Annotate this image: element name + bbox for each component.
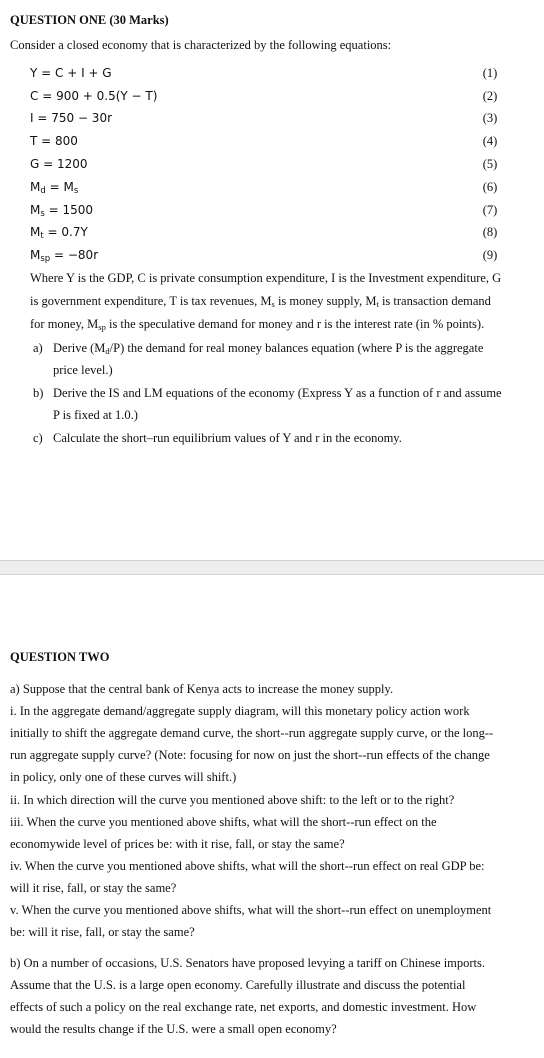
equation-6-sub-d: d	[40, 186, 46, 196]
q2-line: will it rise, fall, or stay the same?	[10, 881, 177, 895]
equation-3: I = 750 − 30r	[30, 111, 113, 125]
item-b-label: b)	[33, 386, 44, 400]
question-one-intro: Consider a closed economy that is characterized by the following equations:	[10, 38, 392, 52]
definitions-line-3-sub-sp: sp	[98, 322, 106, 332]
equation-9-rest: = −80r	[50, 248, 99, 262]
equation-number-7: (7)	[482, 203, 498, 217]
definitions-line-3-b: is the speculative demand for money and r is the interest rate (in % points).	[105, 317, 485, 331]
q2-line: effects of such a policy on the real exchange rate, net exports, and domestic investment. How	[10, 1000, 477, 1014]
equation-number-3: (3)	[482, 111, 498, 125]
equation-7-sub: s	[40, 209, 45, 219]
equation-number-6: (6)	[482, 180, 498, 194]
item-a-line-1	[53, 341, 483, 356]
equation-9-sub: sp	[40, 254, 51, 264]
equation-1: Y = C + I + G	[30, 66, 112, 80]
q2-line: iv. When the curve you mentioned above shifts, what will the short--run effect on real GDP be:	[10, 859, 485, 873]
q2-line: a) Suppose that the central bank of Kenya acts to increase the money supply.	[10, 682, 394, 696]
equation-2: C = 900 + 0.5(Y − T)	[30, 89, 158, 103]
equation-9	[30, 248, 98, 262]
question-one-title: QUESTION ONE (30 Marks)	[10, 13, 169, 27]
definitions-line-2-b: is money supply, M	[274, 294, 377, 308]
equation-6	[30, 180, 78, 194]
q2-line: Assume that the U.S. is a large open economy. Carefully illustrate and discuss the potential	[10, 978, 466, 992]
definitions-line-2-sub-t: t	[376, 299, 379, 309]
item-c-line-1: Calculate the short–run equilibrium values of Y and r in the economy.	[53, 431, 402, 445]
q2-line: b) On a number of occasions, U.S. Senators have proposed levying a tariff on Chinese imports.	[10, 956, 486, 970]
item-a-label: a)	[33, 341, 43, 355]
question-two-title: QUESTION TWO	[10, 650, 110, 664]
equation-number-9: (9)	[482, 248, 498, 262]
equation-9-main: M	[30, 248, 41, 262]
equation-number-4: (4)	[482, 134, 498, 148]
item-a-line-2: price level.)	[53, 363, 113, 377]
equation-number-5: (5)	[482, 157, 498, 171]
item-a-sub-d: d	[105, 346, 110, 356]
definitions-line-2	[30, 294, 491, 309]
equation-7	[30, 203, 93, 217]
item-b-line-2: P is fixed at 1.0.)	[53, 408, 138, 422]
q2-line: i. In the aggregate demand/aggregate supply diagram, will this monetary policy action work	[10, 704, 470, 718]
item-c-label: c)	[33, 431, 43, 445]
equation-6-main: M	[30, 180, 41, 194]
equation-8-rest: = 0.7Y	[43, 225, 88, 239]
definitions-line-2-a: is government expenditure, T is tax revenues, M	[30, 294, 272, 308]
equation-5: G = 1200	[30, 157, 88, 171]
definitions-line-3	[30, 317, 484, 332]
equation-8	[30, 225, 88, 239]
q2-line: iii. When the curve you mentioned above shifts, what will the short--run effect on the	[10, 815, 437, 829]
q2-line: would the results change if the U.S. were a small open economy?	[10, 1022, 337, 1036]
definitions-line-2-c: is transaction demand	[378, 294, 491, 308]
q2-line: ii. In which direction will the curve you mentioned above shift: to the left or to the right?	[10, 793, 455, 807]
q2-line: initially to shift the aggregate demand curve, the short--run aggregate supply curve, or the long--	[10, 726, 494, 740]
equation-8-main: M	[30, 225, 41, 239]
equation-8-sub: t	[40, 231, 44, 241]
definitions-line-2-sub-s: s	[271, 299, 275, 309]
item-b-line-1: Derive the IS and LM equations of the economy (Express Y as a function of r and assume	[53, 386, 502, 400]
equation-4: T = 800	[30, 134, 78, 148]
equation-7-main: M	[30, 203, 41, 217]
definitions-line-1: Where Y is the GDP, C is private consumption expenditure, I is the Investment expenditure, G	[30, 271, 502, 285]
q2-line: be: will it rise, fall, or stay the same?	[10, 925, 195, 939]
equation-6-sub-s: s	[73, 186, 79, 196]
q2-line: run aggregate supply curve? (Note: focusing for now on just the short--run effects of the change	[10, 748, 490, 762]
equation-number-8: (8)	[482, 225, 498, 239]
definitions-line-3-a: for money, M	[30, 317, 99, 331]
item-a-line-1-b: /P) the demand for real money balances equation (where P is the aggregate	[109, 341, 484, 355]
q2-line: v. When the curve you mentioned above shifts, what will the short--run effect on unemployment	[10, 903, 492, 917]
equation-6-mid: = M	[45, 180, 74, 194]
page-separator	[0, 560, 544, 575]
q2-line: in policy, only one of these curves will shift.)	[10, 770, 237, 784]
item-a-line-1-a: Derive (M	[53, 341, 106, 355]
equation-7-rest: = 1500	[44, 203, 94, 217]
q2-line: economywide level of prices be: with it rise, fall, or stay the same?	[10, 837, 345, 851]
equation-number-1: (1)	[482, 66, 498, 80]
equation-number-2: (2)	[482, 89, 498, 103]
